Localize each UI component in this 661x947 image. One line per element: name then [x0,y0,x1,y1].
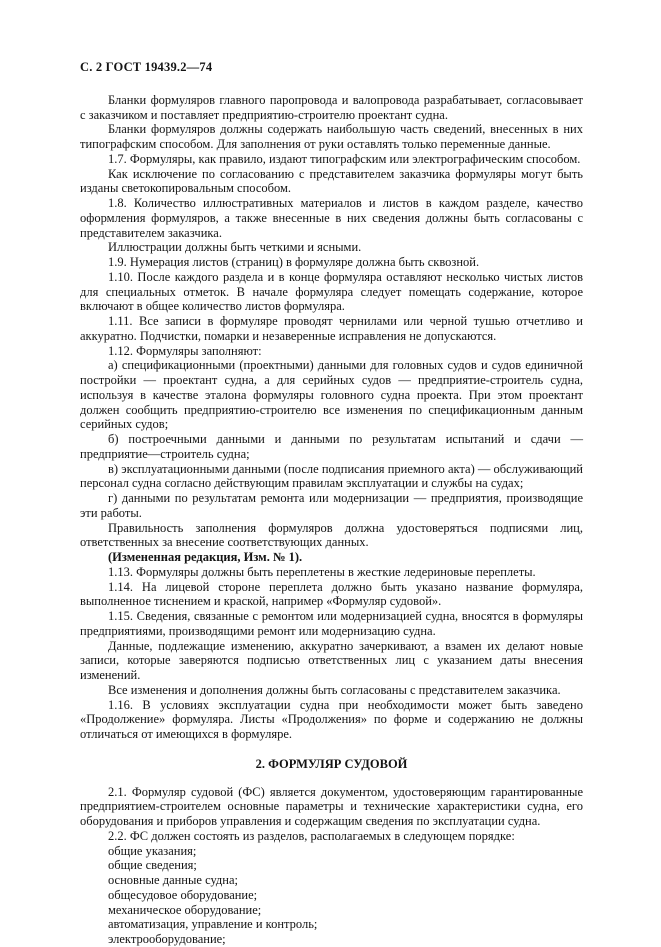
paragraph-blanks-development: Бланки формуляров главного паропровода и валопровода разрабатывает, согласовывает с заказчиком и поставляет предприятию-строителю проектант судна. [80,92,583,122]
clause-1-12-signatures: Правильность заполнения формуляров должна удостоверяться подписями лиц, ответственных за внесение соответствующих данных. [80,520,583,550]
clause-1-11: 1.11. Все записи в формуляре проводят чернилами или черной тушью отчетливо и аккуратно. Подчистки, помарки и незаверенные исправления не допускаются. [80,314,583,343]
section-list-item-ship-equipment: общесудовое оборудование; [108,887,258,902]
section-list-item-general-info: общие сведения; [108,858,197,873]
clause-1-8-illustrations: Иллюстрации должны быть четкими и ясными. [108,240,362,255]
section-list-item-main-ship-data: основные данные судна; [108,873,238,887]
clause-1-10: 1.10. После каждого раздела и в конце формуляра оставляют несколько чистых листов для специальных отметок. В начале формуляра следует помещать содержание, которое включают в общее количество листов формуляра. [80,269,583,314]
clause-1-8: 1.8. Количество иллюстративных материалов и листов в каждом разделе, качество оформления формуляров, а также внесенные в них сведения должны быть согласованы с представителем заказчика. [80,196,583,240]
clause-1-16: 1.16. В условиях эксплуатации судна при необходимости может быть заведено «Продолжение» формуляра. Листы «Продолжения» по форме и содержанию не должны отличаться от имеющихся в формуляре. [80,697,583,741]
clause-1-15-changes: Данные, подлежащие изменению, аккуратно зачеркивают, а взамен их делают новые записи, которые заверяются подписью ответственных лиц с указанием даты внесения изменений. [80,638,583,682]
clause-1-12-item-a: а) спецификационными (проектными) данными для головных судов и судов единичной постройки — проектант судна, а для серийных судов — предприятие-строитель судна, используя в качестве эталона формуляры головного судна проекта. При этом проектант должен сообщить предприятию-строителю все изменения по спецификационным данным серийных судов; [80,358,583,432]
section-list-item-general-instructions: общие указания; [108,843,197,858]
clause-1-12-item-b: б) построечными данными и данными по результатам испытаний и сдачи — предприятие—строитель судна; [80,432,583,461]
page-header: С. 2 ГОСТ 19439.2—74 [80,60,213,74]
clause-1-12-item-g: г) данными по результатам ремонта или модернизации — предприятия, производящие эти работы. [80,491,583,520]
clause-2-2: 2.2. ФС должен состоять из разделов, располагаемых в следующем порядке: [108,828,515,843]
clause-1-13: 1.13. Формуляры должны быть переплетены в жесткие ледериновые переплеты. [108,564,536,579]
clause-1-12-item-v: в) эксплуатационными данными (после подписания приемного акта) — обслуживающий персонал судна согласно действующим правилам эксплуатации и службы на судах; [80,461,583,491]
clause-1-7: 1.7. Формуляры, как правило, издают типографским или электрографическим способом. [108,151,581,166]
section-list-item-automation-control: автоматизация, управление и контроль; [108,917,318,932]
clause-2-1: 2.1. Формуляр судовой (ФС) является документом, удостоверяющим гарантированные предприятием-строителем основные параметры и технические характеристики судна, его оборудования и приборов управления и содержащим сведения по эксплуатации судна. [80,784,583,828]
clause-1-14: 1.14. На лицевой стороне переплета должно быть указано название формуляра, выполненное тиснением и краской, например «Формуляр судовой». [80,579,583,609]
document-body [80,93,583,947]
section-list-item-mechanical-equipment: механическое оборудование; [108,902,262,917]
clause-1-7-note: Как исключение по согласованию с представителем заказчика формуляры могут быть изданы светокопировальным способом. [80,166,583,196]
paragraph-blanks-content: Бланки формуляров должны содержать наибольшую часть сведений, внесенных в них типографским способом. Для заполнения от руки оставлять только переменные данные. [80,122,583,151]
section-2-title: 2. ФОРМУЛЯР СУДОВОЙ [255,756,408,771]
clause-1-12: 1.12. Формуляры заполняют: [108,343,262,358]
clause-1-15-approval: Все изменения и дополнения должны быть согласованы с представителем заказчика. [108,682,561,697]
clause-1-15: 1.15. Сведения, связанные с ремонтом или модернизацией судна, вносятся в формуляры предприятиями, производящими ремонт или модернизацию судна. [80,609,583,638]
amended-revision-note: (Измененная редакция, Изм. № 1). [108,550,303,564]
clause-1-9: 1.9. Нумерация листов (страниц) в формуляре должна быть сквозной. [108,255,480,269]
section-list-item-electrical-equipment: электрооборудование; [108,932,226,946]
